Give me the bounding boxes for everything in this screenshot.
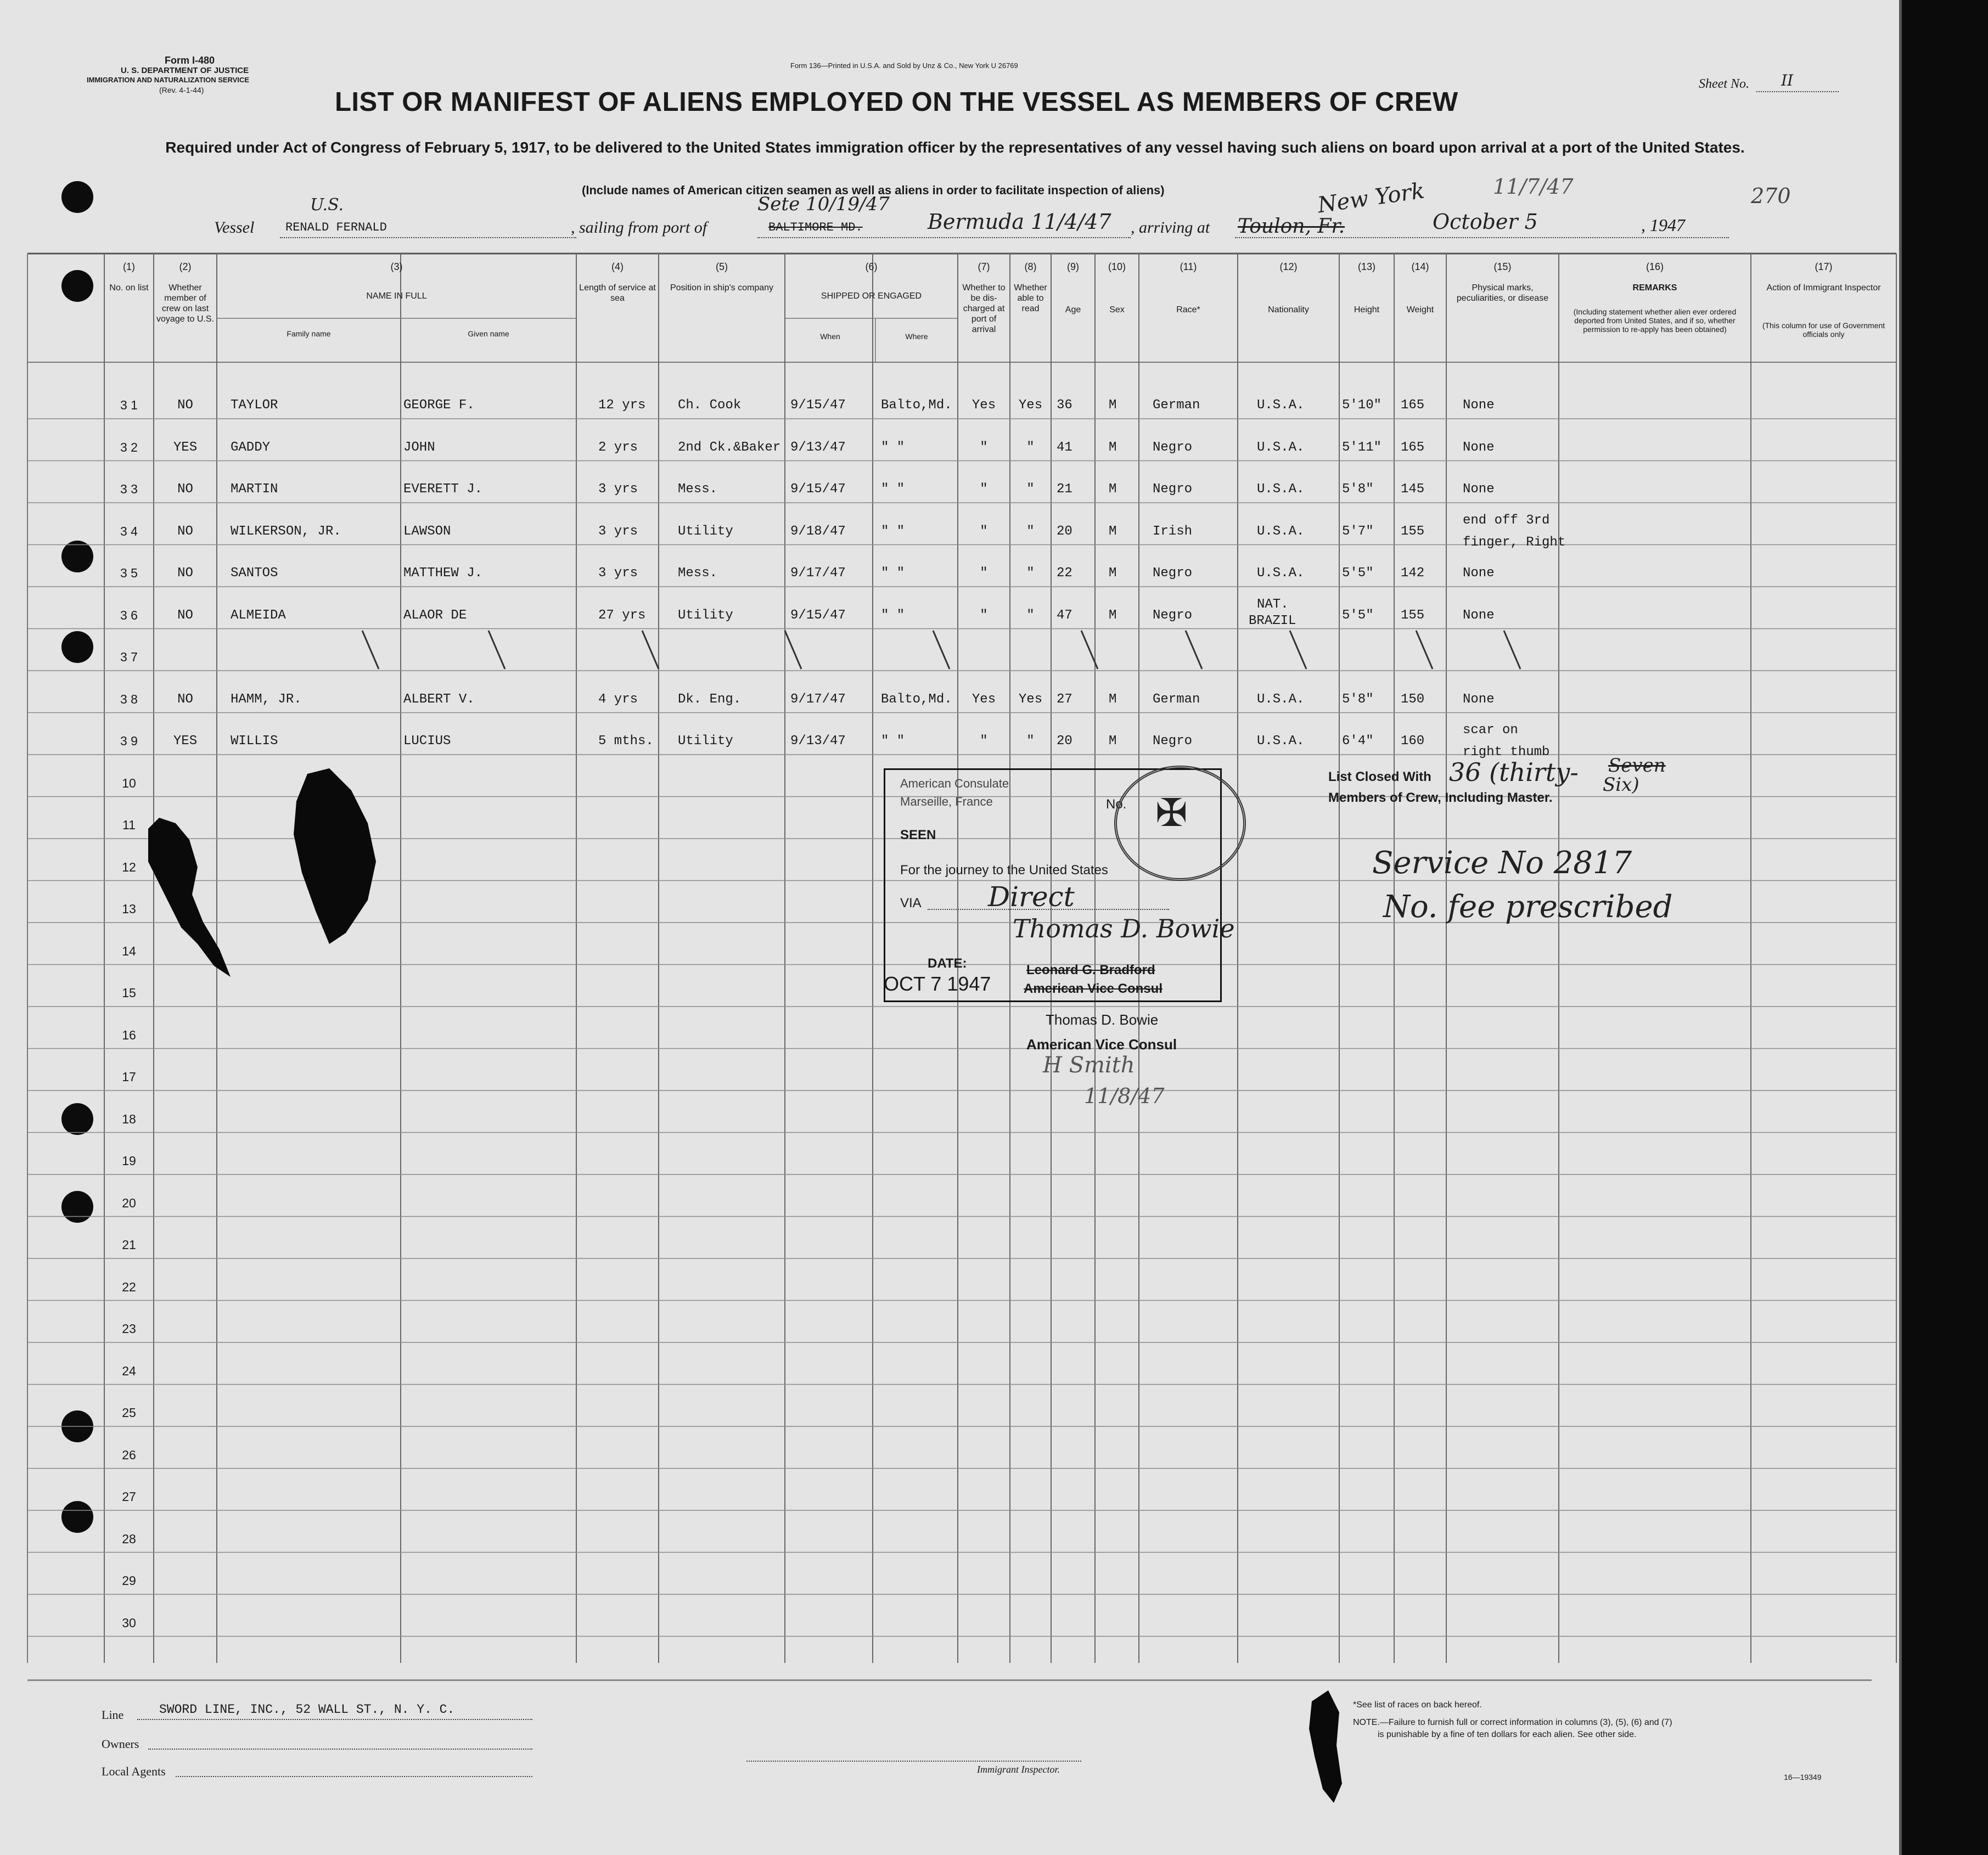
cell-height: 6'4" bbox=[1342, 734, 1374, 749]
column-header: Sex bbox=[1109, 305, 1125, 314]
ink-blot bbox=[1306, 1690, 1345, 1806]
cell-marks: None bbox=[1463, 398, 1495, 413]
page-number: 270 bbox=[1751, 184, 1791, 208]
cell-when: 9/17/47 bbox=[790, 692, 846, 707]
column-header: Action of Immigrant Inspector bbox=[1766, 283, 1881, 293]
inspector-initials: H Smith bbox=[1043, 1053, 1135, 1078]
footer-line-value: SWORD LINE, INC., 52 WALL ST., N. Y. C. bbox=[159, 1702, 455, 1717]
cell-age: 20 bbox=[1057, 524, 1072, 539]
ink-blot bbox=[137, 818, 236, 982]
cell-family: WILLIS bbox=[231, 734, 278, 749]
row-number: 18 bbox=[122, 1111, 136, 1126]
cell-crew: YES bbox=[173, 440, 198, 455]
cell-when: 9/15/47 bbox=[790, 482, 846, 497]
cell-when: 9/13/47 bbox=[790, 440, 846, 455]
cell-height: 5'5" bbox=[1342, 608, 1374, 623]
subtitle: Required under Act of Congress of February 5, 1917, to be delivered to the United States immigration officer by the representatives of any vessel having such aliens on board upon arrival at a port of the United States. bbox=[165, 139, 1745, 156]
via-bermuda: Bermuda 11/4/47 bbox=[928, 210, 1111, 234]
cell-service: 4 yrs bbox=[598, 692, 638, 707]
row-number: 28 bbox=[122, 1531, 136, 1546]
cell-read: " bbox=[1026, 608, 1035, 623]
row-number: 12 bbox=[122, 859, 136, 874]
cell-where: " " bbox=[881, 440, 905, 455]
port-typed: BALTIMORE MD. bbox=[768, 221, 863, 234]
cell-where: " " bbox=[881, 524, 905, 539]
cell-race: Negro bbox=[1153, 482, 1193, 497]
cell-marks: None bbox=[1463, 608, 1495, 623]
cell-nationality: U.S.A. bbox=[1257, 440, 1305, 455]
cell-given: ALBERT V. bbox=[403, 692, 475, 707]
cell-weight: 155 bbox=[1401, 608, 1425, 623]
consulate-no: No. bbox=[1106, 797, 1127, 812]
cell-discharged: " bbox=[980, 566, 988, 581]
cell-read: " bbox=[1026, 440, 1035, 455]
sailing-label: , sailing from port of bbox=[571, 218, 707, 237]
column-number: (7) bbox=[978, 261, 990, 272]
row-number: 21 bbox=[122, 1238, 136, 1252]
cell-age: 21 bbox=[1057, 482, 1072, 497]
cell-service: 2 yrs bbox=[598, 440, 638, 455]
row-number: 30 bbox=[122, 1615, 136, 1630]
column-header: Physical marks, peculiarities, or disease bbox=[1456, 283, 1549, 303]
cell-weight: 155 bbox=[1401, 524, 1425, 539]
cell-discharged: " bbox=[980, 482, 988, 497]
cell-weight: 150 bbox=[1401, 692, 1425, 707]
cell-given: ALAOR DE bbox=[403, 608, 467, 623]
row-number: 3 8 bbox=[120, 692, 138, 706]
row-number: 26 bbox=[122, 1447, 136, 1462]
vessel-prefix: U.S. bbox=[310, 195, 344, 215]
cell-position: 2nd Ck.&Baker bbox=[678, 440, 781, 455]
row-number: 23 bbox=[122, 1322, 136, 1336]
cell-position: Mess. bbox=[678, 482, 718, 497]
service: IMMIGRATION AND NATURALIZATION SERVICE bbox=[87, 76, 250, 84]
column-subheader: Family name bbox=[287, 329, 331, 338]
cell-family: TAYLOR bbox=[231, 398, 278, 413]
ditto-stroke bbox=[642, 631, 659, 669]
cell-where: Balto,Md. bbox=[881, 692, 952, 707]
cell-marks: None bbox=[1463, 566, 1495, 581]
cell-discharged: " bbox=[980, 524, 988, 539]
cell-marks: finger, Right bbox=[1463, 535, 1566, 550]
row-number: 11 bbox=[122, 818, 136, 832]
inspector-label: Immigrant Inspector. bbox=[977, 1764, 1060, 1775]
column-header: Length of service at sea bbox=[579, 283, 656, 303]
consulate-date: OCT 7 1947 bbox=[884, 973, 991, 995]
cell-position: Utility bbox=[678, 734, 733, 749]
cell-sex: M bbox=[1109, 398, 1117, 413]
arrival-port: New York bbox=[1316, 178, 1427, 218]
consulate-seen: SEEN bbox=[900, 828, 936, 842]
cell-position: Ch. Cook bbox=[678, 398, 742, 413]
cell-discharged: " bbox=[980, 608, 988, 623]
ditto-stroke bbox=[488, 631, 505, 669]
cell-sex: M bbox=[1109, 440, 1117, 455]
consul-title: American Vice Consul bbox=[1026, 1036, 1177, 1053]
column-number: (14) bbox=[1411, 261, 1429, 272]
column-number: (12) bbox=[1279, 261, 1298, 272]
port-handwritten: Sete 10/19/47 bbox=[757, 193, 890, 215]
column-header: Whether able to read bbox=[1014, 283, 1047, 313]
column-subheader: When bbox=[820, 332, 840, 341]
cell-given: LAWSON bbox=[403, 524, 451, 539]
cell-sex: M bbox=[1109, 692, 1117, 707]
cell-race: Irish bbox=[1153, 524, 1193, 539]
cell-nationality: U.S.A. bbox=[1257, 734, 1305, 749]
column-header: SHIPPED OR ENGAGED bbox=[821, 291, 922, 301]
column-number: (16) bbox=[1646, 261, 1664, 272]
cell-crew: YES bbox=[173, 734, 198, 749]
cell-service: 5 mths. bbox=[598, 734, 654, 749]
cell-given: MATTHEW J. bbox=[403, 566, 483, 581]
cell-sex: M bbox=[1109, 524, 1117, 539]
cell-marks: right thumb bbox=[1463, 745, 1550, 760]
cell-height: 5'5" bbox=[1342, 566, 1374, 581]
cell-given: EVERETT J. bbox=[403, 482, 483, 497]
arrival-month: October 5 bbox=[1433, 210, 1538, 234]
cell-age: 27 bbox=[1057, 692, 1072, 707]
row-number: 14 bbox=[122, 943, 136, 958]
column-number: (10) bbox=[1108, 261, 1126, 272]
cell-where: Balto,Md. bbox=[881, 398, 952, 413]
row-number: 16 bbox=[122, 1027, 136, 1042]
cell-nationality: U.S.A. bbox=[1257, 566, 1305, 581]
row-number: 10 bbox=[122, 775, 136, 790]
cell-family: WILKERSON, JR. bbox=[231, 524, 341, 539]
form-number: Form I-480 bbox=[165, 55, 215, 66]
ditto-stroke bbox=[1504, 631, 1520, 669]
row-number: 3 7 bbox=[120, 650, 138, 664]
cell-height: 5'7" bbox=[1342, 524, 1374, 539]
cell-weight: 142 bbox=[1401, 566, 1425, 581]
column-number: (13) bbox=[1357, 261, 1375, 272]
page-title: LIST OR MANIFEST OF ALIENS EMPLOYED ON THE VESSEL AS MEMBERS OF CREW bbox=[335, 87, 1458, 117]
cell-sex: M bbox=[1109, 608, 1117, 623]
cell-given: JOHN bbox=[403, 440, 435, 455]
ditto-stroke bbox=[362, 631, 379, 669]
ditto-stroke bbox=[1290, 631, 1306, 669]
vessel-name: RENALD FERNALD bbox=[285, 221, 387, 234]
ditto-stroke bbox=[1186, 631, 1202, 669]
cell-nationality: U.S.A. bbox=[1257, 482, 1305, 497]
eagle-icon: ✠ bbox=[1155, 792, 1188, 835]
revision: (Rev. 4-1-44) bbox=[159, 86, 204, 94]
row-number: 15 bbox=[122, 986, 136, 1000]
cell-service: 12 yrs bbox=[598, 398, 646, 413]
cell-marks: end off 3rd bbox=[1463, 513, 1550, 528]
cell-sex: M bbox=[1109, 482, 1117, 497]
cell-race: Negro bbox=[1153, 734, 1193, 749]
arriving-label: , arriving at bbox=[1131, 218, 1210, 237]
cell-marks: None bbox=[1463, 482, 1495, 497]
cell-height: 5'8" bbox=[1342, 482, 1374, 497]
row-number: 27 bbox=[122, 1489, 136, 1504]
list-closed-label-2: Members of Crew, Including Master. bbox=[1328, 790, 1553, 805]
row-number: 3 6 bbox=[120, 608, 138, 622]
row-number: 19 bbox=[122, 1154, 136, 1168]
cell-age: 22 bbox=[1057, 566, 1072, 581]
crew-count-struck: Seven bbox=[1608, 755, 1666, 777]
cell-given: LUCIUS bbox=[403, 734, 451, 749]
column-number: (9) bbox=[1067, 261, 1079, 272]
consulate-name: American Consulate bbox=[900, 777, 1009, 790]
column-number: (1) bbox=[123, 261, 135, 272]
row-number: 13 bbox=[122, 902, 136, 916]
cell-where: " " bbox=[881, 734, 905, 749]
column-header: Age bbox=[1065, 305, 1081, 314]
column-number: (17) bbox=[1815, 261, 1833, 272]
cell-age: 41 bbox=[1057, 440, 1072, 455]
consulate-city: Marseille, France bbox=[900, 795, 993, 808]
cell-weight: 165 bbox=[1401, 398, 1425, 413]
column-header: Position in ship's company bbox=[670, 283, 774, 293]
cell-height: 5'11" bbox=[1342, 440, 1382, 455]
column-subheader: (Including statement whether alien ever ordered deported from United States, and if so, whether permission to re-apply has been obtained) bbox=[1573, 307, 1737, 334]
cell-age: 47 bbox=[1057, 608, 1072, 623]
row-number: 3 1 bbox=[120, 398, 138, 412]
struck-consul-name: Leonard G. Bradford bbox=[1026, 963, 1155, 977]
department: U. S. DEPARTMENT OF JUSTICE bbox=[121, 66, 249, 75]
printer-line: Form 136—Printed in U.S.A. and Sold by Unz & Co., New York U 26769 bbox=[790, 61, 1018, 70]
cell-read: " bbox=[1026, 734, 1035, 749]
column-number: (5) bbox=[716, 261, 728, 272]
cell-height: 5'8" bbox=[1342, 692, 1374, 707]
row-number: 3 9 bbox=[120, 734, 138, 748]
cell-where: " " bbox=[881, 482, 905, 497]
column-number: (4) bbox=[611, 261, 624, 272]
include-note: (Include names of American citizen seamen as well as aliens in order to facilitate inspection of aliens) bbox=[582, 183, 1165, 197]
form-code: 16—19349 bbox=[1784, 1773, 1822, 1781]
column-number: (11) bbox=[1180, 261, 1197, 272]
row-number: 17 bbox=[122, 1070, 136, 1084]
fee-note: No. fee prescribed bbox=[1383, 889, 1673, 925]
column-number: (15) bbox=[1493, 261, 1512, 272]
cell-family: SANTOS bbox=[231, 566, 278, 581]
cell-when: 9/17/47 bbox=[790, 566, 846, 581]
cell-read: " bbox=[1026, 482, 1035, 497]
column-number: (3) bbox=[390, 261, 403, 272]
column-header: Height bbox=[1354, 305, 1380, 314]
column-header: No. on list bbox=[109, 283, 149, 293]
cell-service: 3 yrs bbox=[598, 482, 638, 497]
cell-discharged: " bbox=[980, 734, 988, 749]
footer-note-3: is punishable by a fine of ten dollars for each alien. See other side. bbox=[1378, 1730, 1637, 1739]
cell-when: 9/15/47 bbox=[790, 398, 846, 413]
consul-signature: Thomas D. Bowie bbox=[1013, 914, 1235, 943]
cell-position: Dk. Eng. bbox=[678, 692, 742, 707]
crew-count-end: Six) bbox=[1603, 774, 1639, 796]
row-number: 3 4 bbox=[120, 524, 138, 538]
cell-marks: scar on bbox=[1463, 723, 1518, 738]
sheet-label: Sheet No. bbox=[1699, 77, 1749, 91]
cell-where: " " bbox=[881, 566, 905, 581]
consulate-via-value: Direct bbox=[988, 881, 1075, 913]
cell-given: GEORGE F. bbox=[403, 398, 475, 413]
cell-position: Utility bbox=[678, 608, 733, 623]
cell-read: Yes bbox=[1018, 398, 1043, 413]
cell-race: German bbox=[1153, 398, 1200, 413]
column-header: Weight bbox=[1406, 305, 1434, 314]
column-subheader: Where bbox=[905, 332, 928, 341]
cell-where: " " bbox=[881, 608, 905, 623]
cell-weight: 145 bbox=[1401, 482, 1425, 497]
cell-position: Utility bbox=[678, 524, 733, 539]
footer-line-label: Line bbox=[102, 1708, 124, 1722]
column-header: NAME IN FULL bbox=[366, 291, 427, 301]
cell-discharged: Yes bbox=[971, 398, 996, 413]
ink-blot bbox=[285, 768, 384, 949]
column-subheader: (This column for use of Government officials only bbox=[1762, 321, 1885, 339]
cell-sex: M bbox=[1109, 566, 1117, 581]
cell-service: 27 yrs bbox=[598, 608, 646, 623]
column-number: (6) bbox=[865, 261, 878, 272]
cell-discharged: Yes bbox=[971, 692, 996, 707]
cell-family: GADDY bbox=[231, 440, 271, 455]
service-number: Service No 2817 bbox=[1372, 845, 1632, 881]
column-header: Race* bbox=[1176, 305, 1200, 314]
arrival-struck: Toulon, Fr. bbox=[1238, 215, 1345, 238]
sheet-number: II bbox=[1781, 71, 1794, 89]
cell-age: 36 bbox=[1057, 398, 1072, 413]
cell-nationality: NAT. bbox=[1257, 597, 1289, 612]
cell-family: HAMM, JR. bbox=[231, 692, 302, 707]
footer-note-1: *See list of races on back hereof. bbox=[1353, 1700, 1482, 1710]
arrival-date: 11/7/47 bbox=[1493, 175, 1574, 199]
struck-consul-title: American Vice Consul bbox=[1024, 981, 1163, 996]
column-header: Whether member of crew on last voyage to U.S. bbox=[156, 283, 214, 324]
cell-read: " bbox=[1026, 566, 1035, 581]
consulate-journey: For the journey to the United States bbox=[900, 863, 1108, 878]
column-subheader: Given name bbox=[468, 329, 509, 338]
ditto-stroke bbox=[933, 631, 950, 669]
cell-crew: NO bbox=[177, 524, 193, 539]
row-number: 24 bbox=[122, 1363, 136, 1378]
cell-read: Yes bbox=[1018, 692, 1043, 707]
consulate-date-label: DATE: bbox=[928, 956, 967, 971]
row-number: 22 bbox=[122, 1279, 136, 1294]
cell-nationality: U.S.A. bbox=[1257, 398, 1305, 413]
ditto-stroke bbox=[1416, 631, 1433, 669]
cell-marks: None bbox=[1463, 692, 1495, 707]
cell-read: " bbox=[1026, 524, 1035, 539]
cell-crew: NO bbox=[177, 482, 193, 497]
row-number: 3 3 bbox=[120, 482, 138, 496]
cell-position: Mess. bbox=[678, 566, 718, 581]
list-closed-label: List Closed With bbox=[1328, 769, 1431, 784]
cell-race: Negro bbox=[1153, 440, 1193, 455]
footer-note-2: NOTE.—Failure to furnish full or correct information in columns (3), (5), (6) and (7) bbox=[1353, 1718, 1672, 1727]
cell-weight: 160 bbox=[1401, 734, 1425, 749]
cell-family: MARTIN bbox=[231, 482, 278, 497]
row-number: 3 5 bbox=[120, 566, 138, 580]
consulate-via-label: VIA bbox=[900, 896, 922, 910]
cell-race: Negro bbox=[1153, 608, 1193, 623]
crew-count: 36 (thirty- bbox=[1449, 757, 1579, 787]
column-header: Whether to be dis-charged at port of arrival bbox=[962, 283, 1006, 334]
cell-race: Negro bbox=[1153, 566, 1193, 581]
column-number: (2) bbox=[179, 261, 192, 272]
inspector-date: 11/8/47 bbox=[1084, 1084, 1165, 1108]
cell-age: 20 bbox=[1057, 734, 1072, 749]
cell-service: 3 yrs bbox=[598, 524, 638, 539]
cell-service: 3 yrs bbox=[598, 566, 638, 581]
footer-agents: Local Agents bbox=[102, 1764, 166, 1778]
footer-owners: Owners bbox=[102, 1737, 139, 1751]
cell-when: 9/18/47 bbox=[790, 524, 846, 539]
column-header: REMARKS bbox=[1632, 283, 1677, 293]
consul-name: Thomas D. Bowie bbox=[1046, 1011, 1159, 1028]
column-number: (8) bbox=[1024, 261, 1037, 272]
cell-when: 9/15/47 bbox=[790, 608, 846, 623]
cell-crew: NO bbox=[177, 692, 193, 707]
arrival-year: , 1947 bbox=[1641, 215, 1685, 235]
cell-family: ALMEIDA bbox=[231, 608, 286, 623]
cell-nationality: BRAZIL bbox=[1249, 613, 1296, 628]
cell-crew: NO bbox=[177, 566, 193, 581]
cell-height: 5'10" bbox=[1342, 398, 1382, 413]
row-number: 20 bbox=[122, 1195, 136, 1210]
row-number: 29 bbox=[122, 1573, 136, 1588]
row-number: 3 2 bbox=[120, 440, 138, 454]
column-header: Nationality bbox=[1268, 305, 1309, 314]
cell-race: German bbox=[1153, 692, 1200, 707]
cell-crew: NO bbox=[177, 608, 193, 623]
cell-sex: M bbox=[1109, 734, 1117, 749]
cell-marks: None bbox=[1463, 440, 1495, 455]
cell-nationality: U.S.A. bbox=[1257, 524, 1305, 539]
cell-when: 9/13/47 bbox=[790, 734, 846, 749]
ditto-stroke bbox=[785, 631, 801, 669]
cell-weight: 165 bbox=[1401, 440, 1425, 455]
cell-discharged: " bbox=[980, 440, 988, 455]
cell-crew: NO bbox=[177, 398, 193, 413]
row-number: 25 bbox=[122, 1406, 136, 1420]
cell-nationality: U.S.A. bbox=[1257, 692, 1305, 707]
vessel-label: Vessel bbox=[214, 218, 255, 237]
